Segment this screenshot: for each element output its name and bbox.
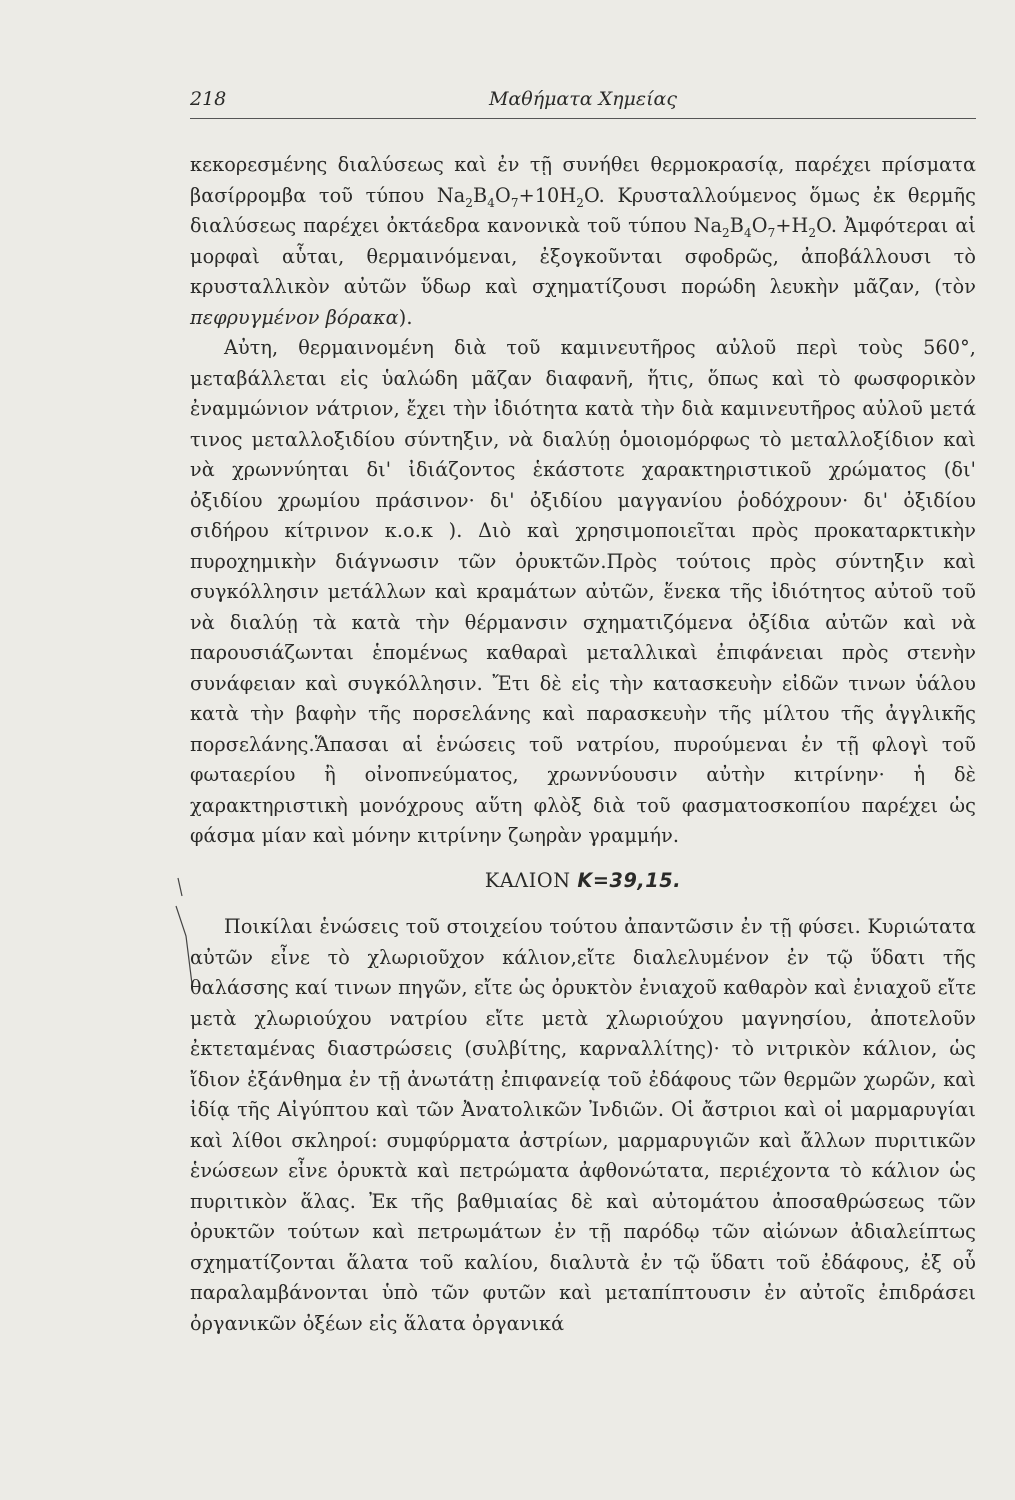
- header-rule: [190, 118, 976, 119]
- paragraph-potassium: Ποικίλαι ἑνώσεις τοῦ στοιχείου τούτου ἀπαντῶσιν ἐν τῇ φύσει. Κυριώτατα αὐτῶν εἶνε τὸ χλωριοῦχον κάλιον,εἴτε διαλελυμένον ἐν τῷ ὕδατι τῆς θαλάσσης καί τινων πηγῶν, εἴτε ὡς ὀρυκτὸν ἐνιαχοῦ καθαρὸν καὶ ἐνιαχοῦ εἴτε μετὰ χλωριούχου νατρίου εἴτε μετὰ χλωριούχου μαγνησίου, ἀποτελοῦν ἐκτεταμένας διαστρώσεις (συλβίτης, καρναλλίτης)· τὸ νιτρικὸν κάλιον, ὡς ἴδιον ἐξάνθημα ἐν τῇ ἀνωτάτῃ ἐπιφανείᾳ τοῦ ἐδάφους τῶν θερμῶν χωρῶν, καὶ ἰδίᾳ τῆς Αἰγύπτου καὶ τῶν Ἀνατολικῶν Ἰνδιῶν. Οἱ ἄστριοι καὶ οἱ μαρμαρυγίαι καὶ λίθοι σκληροί: συμφύρματα ἀστρίων, μαρμαρυγιῶν καὶ ἄλλων πυριτικῶν ἑνώσεων εἶνε ὀρυκτὰ καὶ πετρώματα ἀφθονώτατα, περιέχοντα τὸ κάλιον ὡς πυριτικὸν ἅλας. Ἐκ τῆς βαθμιαίας δὲ καὶ αὐτομάτου ἀποσαθρώσεως τῶν ὀρυκτῶν τούτων καὶ πετρωμάτων ἐν τῇ παρόδῳ τῶν αἰώνων ἀδιαλείπτως σχηματίζονται ἅλατα τοῦ καλίου, διαλυτὰ ἐν τῷ ὕδατι τοῦ ἐδάφους, ἐξ οὗ παραλαμβάνονται ὑπὸ τῶν φυτῶν καὶ μεταπίπτουσιν ἐν αὐτοῖς ἐπιδράσει ὀργανικῶν ὀξέων εἰς ἅλατα ὀργανικά: [190, 915, 976, 1335]
- running-title: Μαθήματα Χημείας: [488, 88, 678, 110]
- formula-part: O: [494, 183, 511, 207]
- paragraph-borax: [190, 150, 976, 333]
- page-header: [190, 88, 976, 114]
- formula-part: +10H: [518, 183, 577, 207]
- italic-term: πεφρυγμένον βόρακα: [190, 305, 399, 329]
- paragraph-heating: Αὐτη, θερμαινομένη διὰ τοῦ καμινευτῆρος αὐλοῦ περὶ τοὺς 560°, μεταβάλλεται εἰς ὑαλώδη μᾶζαν διαφανῆ, ἥτις, ὅπως καὶ τὸ φωσφορικὸν ἐναμμώνιον νάτριον, ἔχει τὴν ἰδιότητα κατὰ τὴν διὰ καμινευτῆρος αὐλοῦ μετά τινος μεταλλοξιδίου σύντηξιν, νὰ διαλύῃ ὁμοιομόρφως τὸ μεταλλοξίδιον καὶ νὰ χρωννύηται δι' ἰδιάζοντος ἑκάστοτε χαρακτηριστικοῦ χρώματος (δι' ὀξιδίου χρωμίου πράσινον· δι' ὀξιδίου μαγγανίου ῥοδόχρουν· δι' ὀξιδίου σιδήρου κίτρινον κ.ο.κ ). Διὸ καὶ χρησιμοποιεῖται πρὸς προκαταρκτικὴν πυροχημικὴν διάγνωσιν τῶν ὀρυκτῶν.Πρὸς τούτοις πρὸς σύντηξιν καὶ συγκόλλησιν μετάλλων καὶ κραμάτων αὐτῶν, ἕνεκα τῆς ἰδιότητος αὐτοῦ τοῦ νὰ διαλύῃ τὰ κατὰ τὴν θέρμανσιν σχηματιζόμενα ὀξίδια αὐτῶν καὶ νὰ παρουσιάζωνται ἑπομένως καθαραὶ μεταλλικαὶ ἐπιφάνειαι πρὸς στενὴν συνάφειαν καὶ συγκόλλησιν. Ἔτι δὲ εἰς τὴν κατασκευὴν εἰδῶν τινων ὑάλου κατὰ τὴν βαφὴν τῆς πορσελάνης καὶ παρασκευὴν τῆς μίλτου τῆς ἀγγλικῆς πορσελάνης.Ἅπασαι αἱ ἑνώσεις τοῦ νατρίου, πυρούμεναι ἐν τῇ φλογὶ τοῦ φωταερίου ἢ οἰνοπνεύματος, χρωννύουσιν αὐτὴν κιτρίνην· ἡ δὲ χαρακτηριστικὴ μονόχρους αὕτη φλὸξ διὰ τοῦ φασματοσκοπίου παρέχει ὡς φάσμα μίαν καὶ μόνην κιτρίνην ζωηρὰν γραμμήν.: [190, 336, 976, 847]
- formula-part: O: [816, 214, 831, 237]
- formula-decahydrate: [436, 183, 599, 210]
- body-text: [190, 150, 976, 1339]
- formula-part: O: [751, 214, 768, 237]
- formula-subscript: 7: [510, 195, 519, 210]
- text-run: . Ἀμφότεραι αἱ μορφαὶ αὗται, θερμαινόμεναι, ἐξογκοῦνται σφοδρῶς, ἀποβάλλουσι τὸ κρυσταλλικὸν αὐτῶν ὕδωρ καὶ σχηματίζουσι πορώδη λευκὴν μᾶζαν, (τὸν: [190, 214, 976, 298]
- formula-subscript: 2: [465, 195, 474, 210]
- formula-subscript: 4: [743, 225, 752, 240]
- formula-subscript: 2: [808, 225, 817, 240]
- formula-subscript: 2: [576, 195, 584, 210]
- formula-part: Na: [693, 214, 723, 237]
- text-run: . Κρυσταλλούμενος ὅμως ἐκ θερμῆς διαλύσεως παρέχει ὀκτάεδρα κανονικὰ τοῦ τύπου: [190, 183, 976, 237]
- page-number: 218: [190, 88, 227, 110]
- text-run: κεκορεσμένης διαλύσεως καὶ ἐν τῇ συνήθει θερμοκρασίᾳ, παρέχει πρίσματα βασίρρομβα τοῦ τύπου: [190, 153, 976, 207]
- formula-subscript: 4: [487, 195, 495, 210]
- section-title: ΚΑΛΙΟΝ: [484, 868, 578, 892]
- formula-subscript: 2: [722, 225, 730, 240]
- formula-monohydrate: [693, 214, 831, 240]
- text-run: ).: [398, 305, 413, 329]
- section-heading: [190, 866, 976, 897]
- formula-part: B: [729, 214, 744, 237]
- formula-part: +H: [775, 214, 809, 237]
- element-symbol-weight: K=39,15.: [577, 868, 682, 892]
- formula-part: O: [583, 183, 599, 207]
- formula-subscript: 7: [767, 225, 776, 240]
- formula-part: B: [473, 183, 488, 207]
- formula-part: Na: [436, 183, 466, 207]
